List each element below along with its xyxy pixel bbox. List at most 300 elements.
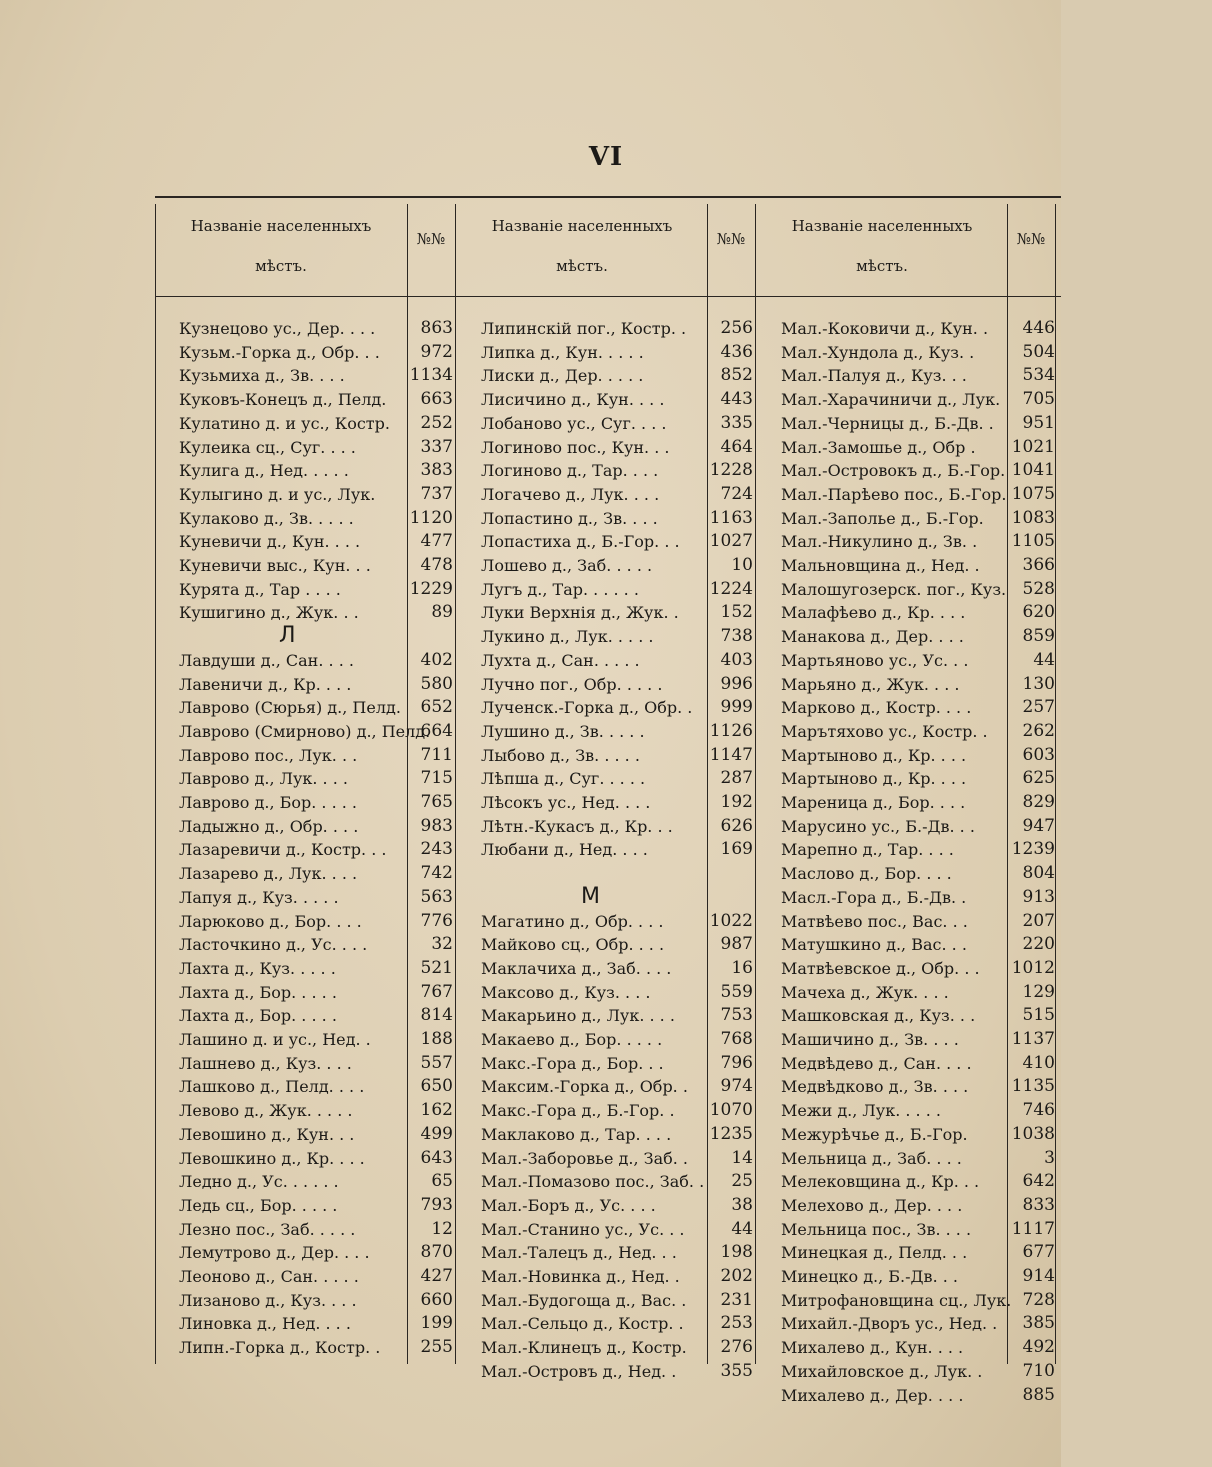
place-name: Мал.-Палуя д., Куз. . . — [781, 366, 967, 386]
index-entry — [781, 1336, 1057, 1359]
index-entry — [481, 744, 755, 767]
index-entry — [481, 317, 755, 340]
place-name: Лѣпша д., Суг. . . . . — [481, 769, 646, 789]
entry-number: 534 — [1022, 365, 1055, 386]
place-name: Мал.-Боръ д., Ус. . . . — [481, 1195, 656, 1215]
entry-number: 403 — [720, 649, 753, 670]
entry-number: 620 — [1022, 602, 1055, 623]
entry-number: 1229 — [409, 578, 453, 599]
entry-number: 162 — [420, 1100, 453, 1121]
index-entry — [481, 1147, 755, 1170]
place-name: Ласточкино д., Ус. . . . — [179, 935, 368, 955]
entry-number: 32 — [431, 934, 453, 955]
place-name: Липка д., Кун. . . . . — [481, 342, 644, 362]
place-name: Мельница д., Заб. . . . — [781, 1148, 962, 1168]
entry-number: 1038 — [1011, 1123, 1055, 1144]
entry-number: 1070 — [709, 1100, 753, 1121]
entry-number: 385 — [1022, 1313, 1055, 1334]
place-name: Матвѣевское д., Обр. . . — [781, 958, 980, 978]
entry-number: 446 — [1022, 318, 1055, 338]
index-entry — [781, 838, 1057, 861]
place-name: Марьяно д., Жук. . . . — [781, 674, 960, 694]
index-entry — [481, 1099, 755, 1122]
place-name: Михайловское д., Лук. . — [781, 1361, 983, 1381]
entry-number: 12 — [431, 1218, 453, 1239]
index-entry — [179, 1170, 455, 1193]
index-entry — [481, 1075, 755, 1098]
entry-number: 243 — [420, 839, 453, 860]
index-entry — [781, 459, 1057, 482]
place-name: Лобаново ус., Суг. . . . — [481, 413, 667, 433]
index-entry — [179, 838, 455, 861]
index-entry — [481, 649, 755, 672]
index-entry — [481, 364, 755, 387]
entry-number: 1021 — [1011, 436, 1055, 457]
place-name: Мальновщина д., Нед. . — [781, 556, 980, 575]
place-name: Лѣтн.-Кукасъ д., Кр. . . — [481, 816, 673, 836]
index-entry — [179, 412, 455, 435]
place-name: Мал.-Хундола д., Куз. . — [781, 342, 975, 362]
place-name: Мартьяново ус., Ус. . . — [781, 650, 969, 670]
entry-number: 169 — [720, 839, 753, 860]
entry-number: 1012 — [1011, 957, 1055, 978]
index-entry — [179, 436, 455, 459]
place-name: Ларюково д., Бор. . . . — [179, 911, 362, 931]
entry-number: 796 — [720, 1052, 753, 1073]
place-name: Мал.-Парѣево пос., Б.-Гор. — [781, 484, 1007, 504]
place-name: Куковъ-Конецъ д., Пелд. — [179, 390, 387, 410]
index-entry — [179, 388, 455, 411]
index-entry — [179, 791, 455, 814]
place-name: Мал.-Заполье д., Б.-Гор. — [781, 508, 984, 528]
entry-number: 436 — [720, 341, 753, 362]
index-entry — [781, 767, 1057, 790]
entry-number: 199 — [420, 1313, 453, 1334]
index-entry — [179, 1265, 455, 1288]
place-name: Лукино д., Лук. . . . . — [481, 627, 654, 647]
index-entry — [179, 862, 455, 885]
place-name: Кулыгино д. и ус., Лук. — [179, 484, 376, 504]
entry-number: 660 — [420, 1289, 453, 1310]
index-entry — [781, 744, 1057, 767]
place-name: Лухта д., Сан. . . . . — [481, 650, 640, 670]
place-name: Логиново пос., Кун. . . — [481, 437, 670, 457]
entry-number: 1126 — [709, 720, 753, 741]
entry-number: 913 — [1022, 886, 1055, 907]
index-entry — [179, 886, 455, 909]
place-name: Куневичи д., Кун. . . . — [179, 532, 361, 552]
place-name: Лазаревичи д., Костр. . . — [179, 840, 387, 860]
entry-number: 814 — [420, 1005, 453, 1026]
index-entry — [781, 317, 1057, 340]
place-name: Мал.-Островъ д., Нед. . — [481, 1361, 677, 1381]
index-entry — [179, 1147, 455, 1170]
index-entry — [781, 886, 1057, 909]
entry-number: 852 — [720, 365, 753, 386]
place-name: Марътяхово ус., Костр. . — [781, 721, 988, 741]
place-name: Ладыжно д., Обр. . . . — [179, 816, 359, 836]
index-entry — [481, 957, 755, 980]
index-entry — [179, 649, 455, 672]
entry-number: 974 — [720, 1076, 753, 1097]
place-name: Макарьино д., Лук. . . . — [481, 1006, 675, 1026]
entry-number: 1224 — [709, 578, 753, 599]
entry-number: 1137 — [1011, 1029, 1055, 1049]
index-entry — [481, 1028, 755, 1051]
index-entry — [781, 1170, 1057, 1193]
entry-number: 643 — [420, 1147, 453, 1168]
column-header-name-2: Названіе населенныхъ мѣстъ. — [491, 217, 673, 275]
index-entry — [781, 933, 1057, 956]
index-entry — [179, 815, 455, 838]
place-name: Мал.-Станино ус., Ус. . . — [481, 1219, 685, 1239]
place-name: Лыбово д., Зв. . . . . — [481, 745, 640, 765]
place-name: Лученск.-Горка д., Обр. . — [481, 698, 693, 718]
place-name: Межурѣчье д., Б.-Гор. — [781, 1124, 968, 1144]
entry-number: 914 — [1022, 1266, 1055, 1286]
place-name: Манакова д., Дер. . . . — [781, 627, 964, 647]
place-name: Михалево д., Дер. . . . — [781, 1385, 964, 1405]
entry-number: 715 — [420, 768, 453, 789]
entry-number: 207 — [1022, 910, 1055, 931]
place-name: Лѣсокъ ус., Нед. . . . — [481, 793, 651, 812]
place-name: Куневичи выс., Кун. . . — [179, 556, 371, 575]
index-entry — [179, 720, 455, 743]
entry-number: 443 — [720, 389, 753, 410]
index-entry — [179, 1075, 455, 1098]
entry-number: 724 — [720, 483, 753, 504]
entry-number: 65 — [431, 1171, 453, 1192]
index-entry — [481, 554, 755, 577]
entry-number: 742 — [420, 863, 453, 884]
entry-number: 663 — [420, 389, 453, 410]
entry-number: 767 — [420, 981, 453, 1002]
place-name: Лазарево д., Лук. . . . — [179, 864, 358, 884]
index-entry — [481, 1218, 755, 1241]
entry-number: 677 — [1022, 1242, 1055, 1263]
index-entry — [481, 1123, 755, 1146]
index-entry — [481, 720, 755, 743]
place-name: Логачево д., Лук. . . . — [481, 484, 660, 504]
place-name: Мал.-Талецъ д., Нед. . . — [481, 1243, 677, 1263]
column-rule — [755, 204, 756, 1364]
place-name: Мелековщина д., Кр. . . — [781, 1172, 980, 1192]
index-entry — [179, 1312, 455, 1335]
place-name: Малошугозерск. пог., Куз. — [781, 579, 1007, 599]
entry-number: 427 — [420, 1266, 453, 1286]
index-entry — [781, 791, 1057, 814]
index-entry — [179, 673, 455, 696]
place-name: Марепно д., Тар. . . . — [781, 840, 954, 860]
place-name: Мареница д., Бор. . . . — [781, 793, 966, 812]
place-name: Луки Верхнія д., Жук. . — [481, 603, 679, 623]
entry-number: 951 — [1022, 412, 1055, 433]
index-entry — [781, 1289, 1057, 1312]
place-name: Лахта д., Куз. . . . . — [179, 958, 336, 978]
index-entry — [781, 507, 1057, 530]
index-entry — [179, 1218, 455, 1241]
index-entry — [179, 696, 455, 719]
place-name: Мартыново д., Кр. . . . — [781, 745, 967, 765]
index-entry — [179, 1004, 455, 1027]
entry-number: 1147 — [709, 744, 753, 765]
page-number: VI — [588, 142, 624, 172]
place-name: Максим.-Горка д., Обр. . — [481, 1077, 688, 1097]
entry-number: 804 — [1022, 863, 1055, 884]
column-header-number-2: №№ — [716, 230, 746, 248]
entry-number: 1105 — [1011, 531, 1055, 552]
index-entry — [781, 1147, 1057, 1170]
entry-number: 776 — [420, 910, 453, 931]
index-entry — [481, 412, 755, 435]
place-name: Лучно пог., Обр. . . . . — [481, 674, 663, 694]
entry-number: 987 — [720, 934, 753, 955]
index-entry — [781, 530, 1057, 553]
entry-number: 664 — [420, 720, 453, 741]
place-name: Липн.-Горка д., Костр. . — [179, 1338, 381, 1358]
index-entry — [781, 601, 1057, 624]
index-entry — [781, 981, 1057, 1004]
index-entry — [781, 696, 1057, 719]
entry-number: 625 — [1022, 768, 1055, 789]
place-name: Макс.-Гора д., Бор. . . — [481, 1053, 664, 1073]
index-entry — [179, 530, 455, 553]
entry-number: 152 — [720, 602, 753, 623]
entry-number: 1228 — [709, 460, 753, 481]
index-entry — [481, 791, 755, 814]
entry-number: 859 — [1022, 626, 1055, 647]
index-entry — [781, 1075, 1057, 1098]
entry-number: 410 — [1022, 1052, 1055, 1073]
entry-number: 603 — [1022, 744, 1055, 765]
place-name: Лисичино д., Кун. . . . — [481, 390, 665, 410]
place-name: Матвѣево пос., Вас. . . — [781, 911, 968, 931]
entry-number: 1041 — [1011, 460, 1055, 481]
place-name: Митрофановщина сц., Лук. — [781, 1290, 1012, 1310]
place-name: Левово д., Жук. . . . . — [179, 1101, 353, 1121]
place-name: Лаврово (Смирново) д., Пелд. — [179, 721, 431, 741]
index-entry — [481, 1170, 755, 1193]
entry-number: 38 — [731, 1194, 753, 1215]
entry-number: 478 — [420, 555, 453, 575]
index-entry — [781, 436, 1057, 459]
entry-number: 383 — [420, 460, 453, 481]
place-name: Лаврово пос., Лук. . . — [179, 745, 358, 765]
entry-number: 337 — [420, 436, 453, 457]
index-entry — [481, 1052, 755, 1075]
entry-number: 1135 — [1011, 1076, 1055, 1097]
entry-number: 626 — [720, 815, 753, 836]
place-name: Лашнево д., Куз. . . . — [179, 1053, 352, 1073]
index-entry — [179, 317, 455, 340]
column-header-number-1: №№ — [416, 230, 446, 248]
entry-number: 262 — [1022, 720, 1055, 741]
index-entry — [179, 744, 455, 767]
entry-number: 863 — [420, 318, 453, 338]
index-entry — [481, 388, 755, 411]
entry-number: 528 — [1022, 578, 1055, 599]
place-name: Лавеничи д., Кр. . . . — [179, 674, 352, 694]
place-name: Мартыново д., Кр. . . . — [781, 769, 967, 789]
entry-number: 1027 — [709, 531, 753, 552]
column-header-number-3: №№ — [1016, 230, 1046, 248]
place-name: Минецкая д., Пелд. . . — [781, 1243, 968, 1263]
entry-number: 464 — [720, 436, 753, 457]
index-entry — [179, 364, 455, 387]
index-entry — [179, 767, 455, 790]
index-entry — [781, 625, 1057, 648]
place-name: Мал.-Заборовье д., Заб. . — [481, 1148, 689, 1168]
index-entry — [179, 459, 455, 482]
entry-number: 642 — [1022, 1171, 1055, 1192]
entry-number: 711 — [420, 744, 453, 765]
place-name: Кулатино д. и ус., Костр. — [179, 413, 390, 433]
place-name: Лизаново д., Куз. . . . — [179, 1290, 357, 1310]
section-letter: Л — [279, 623, 296, 649]
index-entry — [481, 507, 755, 530]
index-entry — [481, 1265, 755, 1288]
entry-number: 996 — [720, 673, 753, 694]
place-name: Макаево д., Бор. . . . . — [481, 1030, 663, 1049]
place-name: Лапуя д., Куз. . . . . — [179, 887, 339, 907]
entry-number: 231 — [720, 1289, 753, 1310]
index-entry — [481, 578, 755, 601]
place-name: Лушино д., Зв. . . . . — [481, 721, 645, 741]
place-name: Кулаково д., Зв. . . . . — [179, 508, 354, 528]
index-entry — [179, 933, 455, 956]
entry-number: 580 — [420, 673, 453, 694]
place-name: Мал.-Коковичи д., Кун. . — [781, 319, 989, 338]
entry-number: 833 — [1022, 1194, 1055, 1215]
index-entry — [179, 341, 455, 364]
index-entry — [179, 1241, 455, 1264]
index-entry — [179, 507, 455, 530]
index-entry — [481, 530, 755, 553]
entry-number: 999 — [720, 697, 753, 718]
index-entry — [481, 459, 755, 482]
place-name: Марусино ус., Б.-Дв. . . — [781, 816, 975, 836]
place-name: Лиски д., Дер. . . . . — [481, 366, 644, 386]
index-entry — [781, 1312, 1057, 1335]
place-name: Лаврово (Сюрья) д., Пелд. — [179, 698, 401, 718]
entry-number: 477 — [420, 531, 453, 552]
entry-number: 870 — [420, 1242, 453, 1263]
index-entry — [179, 981, 455, 1004]
place-name: Логиново д., Тар. . . . — [481, 461, 659, 481]
entry-number: 746 — [1022, 1100, 1055, 1121]
place-name: Марково д., Костр. . . . — [781, 698, 972, 718]
index-entry — [781, 957, 1057, 980]
place-name: Мал.-Черницы д., Б.-Дв. . — [781, 413, 994, 433]
entry-number: 129 — [1022, 981, 1055, 1002]
place-name: Лезно пос., Заб. . . . . — [179, 1219, 356, 1239]
entry-number: 559 — [720, 981, 753, 1002]
index-entry — [781, 649, 1057, 672]
index-table — [155, 196, 1061, 1405]
index-entry — [481, 933, 755, 956]
index-entry — [781, 1194, 1057, 1217]
entry-number: 16 — [731, 957, 753, 978]
entry-number: 504 — [1022, 341, 1055, 362]
entry-number: 202 — [720, 1266, 753, 1286]
place-name: Лавдуши д., Сан. . . . — [179, 650, 354, 670]
entry-number: 563 — [420, 886, 453, 907]
index-entry — [179, 578, 455, 601]
entry-number: 1117 — [1011, 1218, 1055, 1239]
place-name: Кулеика сц., Суг. . . . — [179, 437, 356, 457]
entry-number: 10 — [731, 555, 753, 575]
place-name: Линовка д., Нед. . . . — [179, 1314, 351, 1334]
place-name: Лашино д. и ус., Нед. . — [179, 1030, 371, 1049]
entry-number: 220 — [1022, 934, 1055, 955]
entry-number: 557 — [420, 1052, 453, 1073]
entry-number: 1235 — [709, 1123, 753, 1144]
place-name: Мал.-Новинка д., Нед. . — [481, 1267, 680, 1286]
entry-number: 753 — [720, 1005, 753, 1026]
index-entry — [781, 1028, 1057, 1051]
place-name: Кушигино д., Жук. . . — [179, 603, 359, 623]
place-name: Лопастиха д., Б.-Гор. . . — [481, 532, 680, 552]
place-name: Мал.-Замошье д., Обр . — [781, 437, 976, 457]
index-entry — [781, 815, 1057, 838]
place-name: Кузнецово ус., Дер. . . . — [179, 319, 376, 338]
index-entry — [481, 1336, 755, 1359]
entry-number: 14 — [731, 1147, 753, 1168]
index-entry — [781, 578, 1057, 601]
entry-number: 257 — [1022, 697, 1055, 718]
column-header-name-3: Названіе населенныхъ мѣстъ. — [791, 217, 973, 275]
index-entry — [179, 957, 455, 980]
index-entry — [179, 1123, 455, 1146]
index-entry — [179, 910, 455, 933]
place-name: Мал.-Сельцо д., Костр. . — [481, 1314, 684, 1334]
place-name: Мельница пос., Зв. . . . — [781, 1219, 972, 1239]
entry-number: 1163 — [709, 507, 753, 528]
place-name: Мал.-Помазово пос., Заб. . — [481, 1172, 705, 1192]
entry-number: 768 — [720, 1029, 753, 1049]
place-name: Лаврово д., Бор. . . . . — [179, 793, 358, 812]
place-name: Любани д., Нед. . . . — [481, 840, 648, 860]
entry-number: 515 — [1022, 1005, 1055, 1026]
index-entry — [781, 1384, 1057, 1407]
place-name: Мал.-Харачиничи д., Лук. — [781, 390, 1001, 410]
entry-number: 89 — [431, 602, 453, 623]
entry-number: 402 — [420, 649, 453, 670]
entry-number: 983 — [420, 815, 453, 836]
index-entry — [481, 910, 755, 933]
index-entry — [781, 554, 1057, 577]
place-name: Матушкино д., Вас. . . — [781, 935, 967, 955]
index-entry — [179, 483, 455, 506]
place-name: Магатино д., Обр. . . . — [481, 911, 664, 931]
entry-number: 705 — [1022, 389, 1055, 410]
place-name: Левошкино д., Кр. . . . — [179, 1148, 365, 1168]
place-name: Ледно д., Ус. . . . . . — [179, 1172, 339, 1192]
place-name: Курята д., Тар . . . . — [179, 579, 341, 599]
entry-number: 255 — [420, 1337, 453, 1358]
place-name: Мачеха д., Жук. . . . — [781, 982, 949, 1002]
index-entry — [781, 1123, 1057, 1146]
index-entry — [481, 1241, 755, 1264]
place-name: Мал.-Островокъ д., Б.-Гор. — [781, 461, 1006, 481]
entry-number: 947 — [1022, 815, 1055, 836]
place-name: Мелехово д., Дер. . . . — [781, 1195, 963, 1215]
place-name: Михайл.-Дворъ ус., Нед. . — [781, 1314, 998, 1334]
place-name: Лашково д., Пелд. . . . — [179, 1077, 365, 1097]
place-name: Малафѣево д., Кр. . . . — [781, 603, 966, 623]
entry-number: 1022 — [709, 910, 753, 931]
entry-number: 1083 — [1011, 507, 1055, 528]
